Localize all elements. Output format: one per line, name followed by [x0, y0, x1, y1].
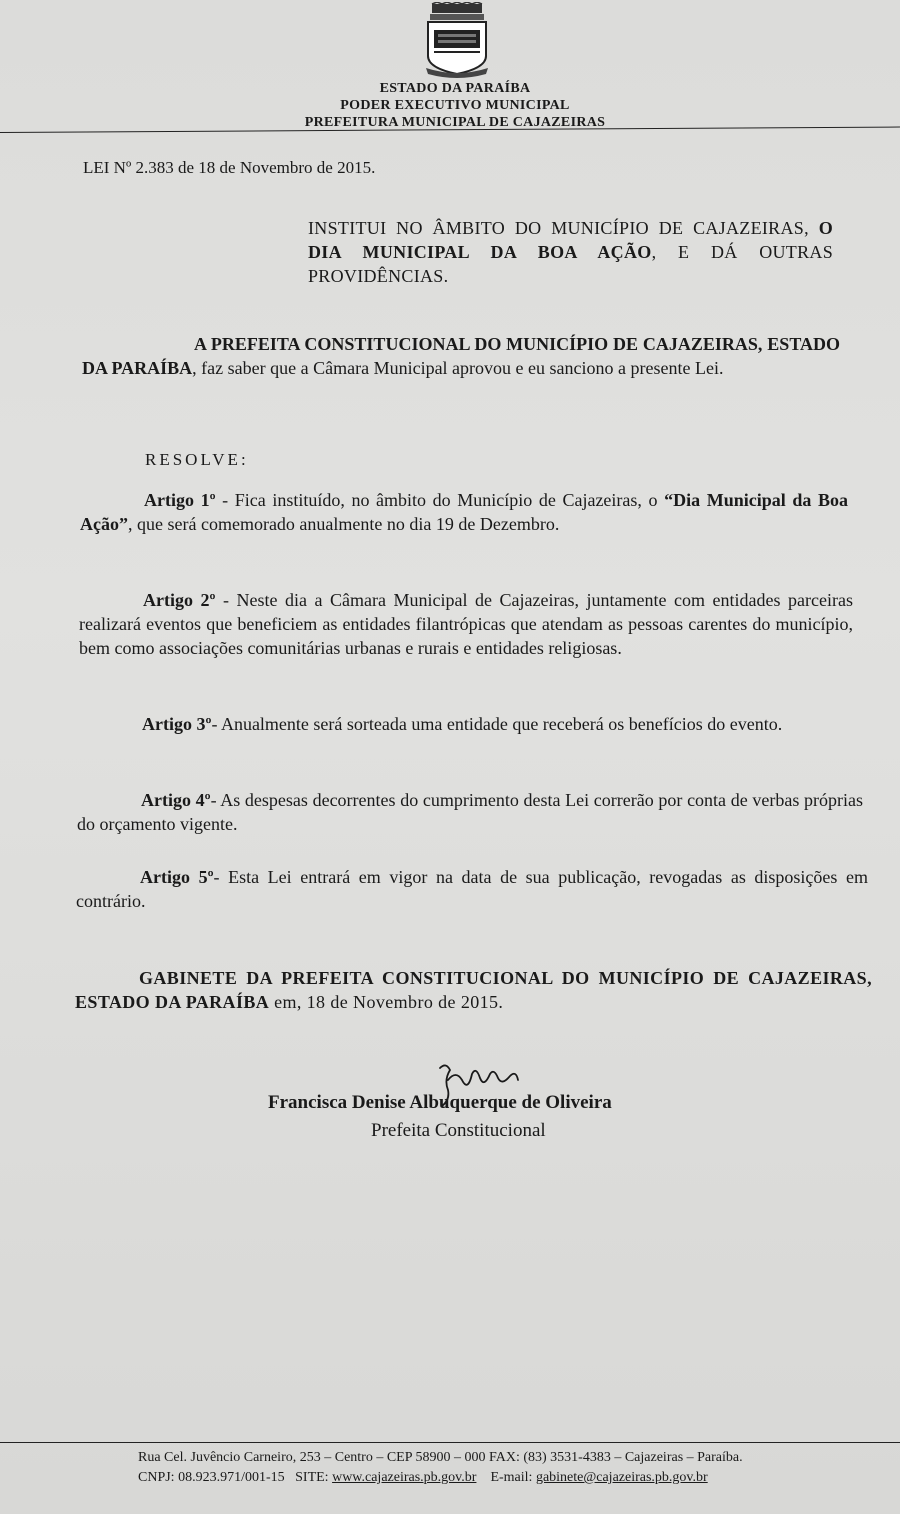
- law-summary: [308, 216, 833, 288]
- summary-bold: O DIA MUNICIPAL DA BOA AÇÃO: [308, 218, 833, 262]
- letterhead-power: PODER EXECUTIVO MUNICIPAL: [340, 98, 570, 113]
- resolve-heading: RESOLVE:: [145, 450, 249, 469]
- bleed-through: [380, 430, 385, 450]
- law-number: LEI Nº 2.383 de 18 de Novembro de 2015.: [83, 158, 376, 177]
- footer-divider: [0, 1442, 900, 1443]
- footer-site-label: SITE:: [295, 1470, 333, 1485]
- article-1-text-2: , que será comemorado anualmente no dia 19 de Dezembro.: [128, 514, 560, 534]
- footer: [138, 1448, 743, 1488]
- article-3: [78, 712, 858, 736]
- footer-line-2: [138, 1468, 743, 1488]
- article-2-text: - Neste dia a Câmara Municipal de Cajazeiras, juntamente com entidades parceiras realizará eventos que beneficiem as entidades filantrópicas que atendam as pessoas carentes do município, bem como associações comunitárias urbanas e rurais e entidades religiosas.: [79, 590, 853, 658]
- footer-site-link[interactable]: www.cajazeiras.pb.gov.br: [332, 1470, 477, 1485]
- signer-role: Prefeita Constitucional: [371, 1120, 546, 1141]
- letterhead: [0, 80, 900, 131]
- article-5-text: - Esta Lei entrará em vigor na data de sua publicação, revogadas as disposições em contrário.: [76, 867, 868, 911]
- gabinete-date: em, 18 de Novembro de 2015.: [269, 992, 504, 1012]
- preamble: [82, 332, 840, 380]
- article-4-label: Artigo 4º: [141, 790, 211, 810]
- signer-name: Francisca Denise Albuquerque de Oliveira: [268, 1092, 612, 1113]
- article-3-label: Artigo 3º: [142, 714, 212, 734]
- footer-cnpj: CNPJ: 08.923.971/001-15: [138, 1470, 285, 1485]
- summary-text-2: , E DÁ OUTRAS PROVIDÊNCIAS.: [308, 242, 834, 286]
- article-5: [76, 865, 868, 913]
- preamble-text: , faz saber que a Câmara Municipal aprovou e eu sanciono a presente Lei.: [192, 358, 724, 378]
- footer-email-link[interactable]: gabinete@cajazeiras.pb.gov.br: [535, 1470, 708, 1485]
- article-5-label: Artigo 5º: [140, 867, 214, 887]
- summary-text-1: INSTITUI NO ÂMBITO DO MUNICÍPIO DE CAJAZEIRAS,: [308, 218, 819, 238]
- letterhead-prefeitura: PREFEITURA MUNICIPAL DE CAJAZEIRAS: [304, 115, 606, 130]
- article-4-text: - As despesas decorrentes do cumprimento desta Lei correrão por conta de verbas próprias do orçamento vigente.: [77, 790, 863, 834]
- article-2-label: Artigo 2º: [143, 590, 216, 610]
- article-1: [80, 488, 848, 536]
- gabinete-closing: [75, 966, 872, 1014]
- article-2: [79, 588, 853, 660]
- letterhead-state: ESTADO DA PARAÍBA: [379, 81, 531, 96]
- gabinete-bold: GABINETE DA PREFEITA CONSTITUCIONAL DO MUNICÍPIO DE CAJAZEIRAS, ESTADO DA PARAÍBA: [75, 968, 872, 1012]
- coat-of-arms-icon: [418, 2, 496, 80]
- article-1-text: - Fica instituído, no âmbito do Município de Cajazeiras, o: [215, 490, 665, 510]
- article-3-text: - Anualmente será sorteada uma entidade que receberá os benefícios do evento.: [211, 714, 783, 734]
- article-1-bold: “Dia Municipal da Boa Ação”: [80, 490, 848, 534]
- footer-email-label: E-mail:: [490, 1470, 536, 1485]
- article-1-label: Artigo 1º: [144, 490, 216, 510]
- footer-address: Rua Cel. Juvêncio Carneiro, 253 – Centro – CEP 58900 – 000 FAX: (83) 3531-4383 – Cajazeiras – Paraíba.: [138, 1450, 743, 1465]
- article-4: [77, 788, 863, 836]
- preamble-bold: A PREFEITA CONSTITUCIONAL DO MUNICÍPIO DE CAJAZEIRAS, ESTADO DA PARAÍBA: [82, 334, 840, 378]
